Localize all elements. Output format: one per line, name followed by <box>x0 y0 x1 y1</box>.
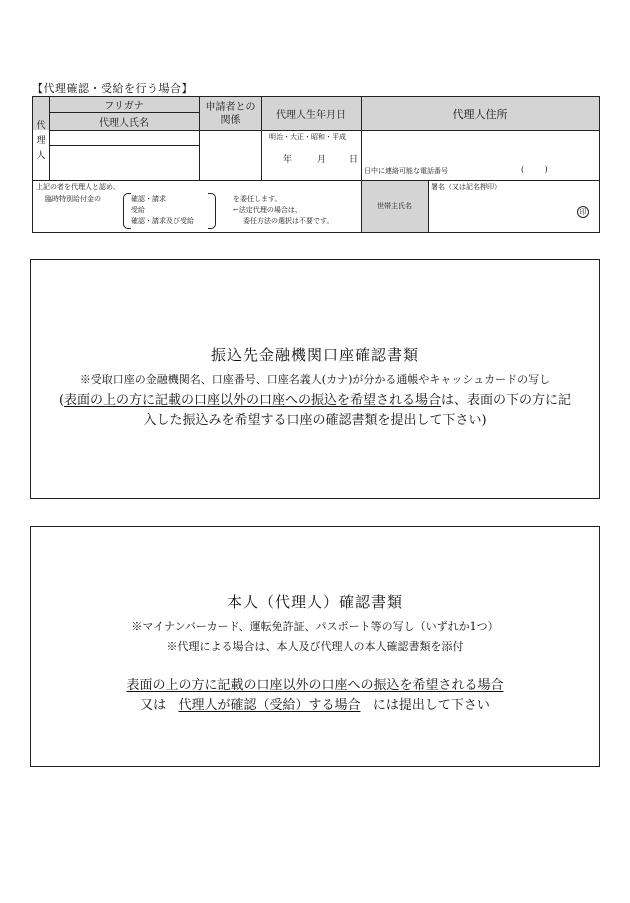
bank-box-instruction-2: 入した振込みを希望する口座の確認書類を提出して下さい) <box>143 413 487 428</box>
furigana-input[interactable] <box>49 130 199 145</box>
identity-box-condition-1: 表面の上の方に記載の口座以外の口座への振込を希望される場合 <box>126 678 504 693</box>
address-header: 代理人住所 <box>452 107 508 121</box>
identity-box-note-1: ※マイナンバーカード、運転免許証、パスポート等の写し（いずれか1つ） <box>131 620 499 633</box>
era-options[interactable]: 明治・大正・昭和・平成 <box>269 133 346 141</box>
seal-mark-icon: 印 <box>577 206 589 218</box>
agent-name-input[interactable] <box>49 145 199 180</box>
agent-name-header: 代理人氏名 <box>99 117 149 129</box>
address-input[interactable] <box>361 130 599 166</box>
identity-document-box <box>30 526 600 767</box>
option-confirm-claim-receive[interactable]: 確認・請求及び受給 <box>131 217 194 225</box>
option-receive[interactable]: 受給 <box>131 206 145 214</box>
left-bracket <box>123 193 131 229</box>
agent-side-label: 代 理 人 <box>36 120 46 161</box>
furigana-header: フリガナ <box>104 101 144 112</box>
identity-box-condition-2: 又は 代理人が確認（受給）する場合 には提出して下さい <box>140 698 490 713</box>
section-title: 【代理確認・受給を行う場合】 <box>32 82 193 95</box>
delegation-intro: 上記の者を代理人と認め、 <box>36 183 120 191</box>
dob-header: 代理人生年月日 <box>276 110 346 121</box>
benefit-label: 臨時特別給付金の <box>45 195 101 203</box>
identity-box-note-2: ※代理による場合は、本人及び代理人の本人確認書類を添付 <box>166 640 464 653</box>
year-label: 年 <box>283 155 293 165</box>
delegate-text: を委任します。 <box>233 195 282 203</box>
bank-box-note: ※受取口座の金融機関名、口座番号、口座名義人(カナ)が分かる通帳やキャッシュカードの写し <box>79 373 551 386</box>
phone-input[interactable]: ( ) <box>521 165 548 174</box>
phone-label: 日中に連絡可能な電話番号 <box>364 167 448 175</box>
month-label: 月 <box>317 155 327 165</box>
bank-account-document-box <box>30 259 600 499</box>
right-bracket <box>208 193 216 229</box>
bank-box-title: 振込先金融機関口座確認書類 <box>210 346 419 364</box>
householder-label: 世帯主氏名 <box>377 201 412 210</box>
bank-box-instruction-1: (表面の上の方に記載の口座以外の口座への振込を希望される場合は、表面の下の方に記 <box>58 393 572 408</box>
signature-input[interactable] <box>431 192 591 230</box>
legal-note-2: 委任方法の選択は不要です。 <box>243 217 334 225</box>
signature-label: 署名（又は記名押印） <box>431 183 501 191</box>
relationship-input[interactable] <box>200 130 261 180</box>
relationship-header: 申請者との関係 <box>205 101 256 126</box>
legal-note-1: ←法定代理の場合は、 <box>233 206 302 214</box>
agent-form <box>32 96 600 233</box>
identity-box-title: 本人（代理人）確認書類 <box>226 593 403 611</box>
day-label: 日 <box>349 155 359 165</box>
option-confirm-claim[interactable]: 確認・請求 <box>131 195 166 203</box>
